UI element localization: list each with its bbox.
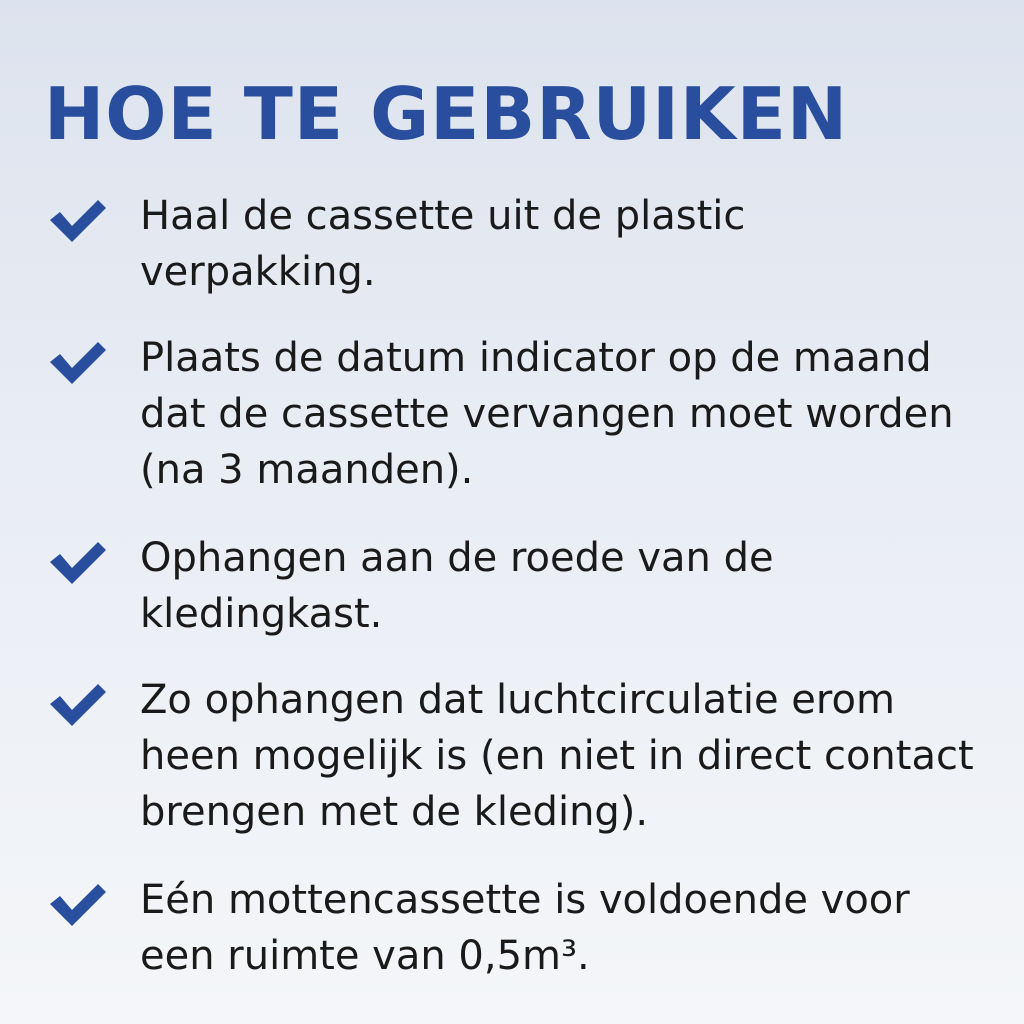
step-text: Haal de cassette uit de plastic verpakking. [140, 193, 746, 295]
step-text: Eén mottencassette is voldoende voor een ruimte van 0,5m³. [140, 877, 910, 979]
step-text: Zo ophangen dat luchtcirculatie erom heen mogelijk is (en niet in direct contact brengen met de kleding). [140, 677, 974, 835]
step-text: Ophangen aan de roede van de kledingkast. [140, 535, 774, 637]
checkmark-icon [48, 340, 108, 386]
page-title: HOE TE GEBRUIKEN [44, 72, 849, 156]
checkmark-icon [48, 682, 108, 728]
checkmark-icon [48, 198, 108, 244]
checkmark-icon [48, 540, 108, 586]
checkmark-icon [48, 882, 108, 928]
step-text: Plaats de datum indicator op de maand dat de cassette vervangen moet worden (na 3 maanden). [140, 335, 954, 493]
